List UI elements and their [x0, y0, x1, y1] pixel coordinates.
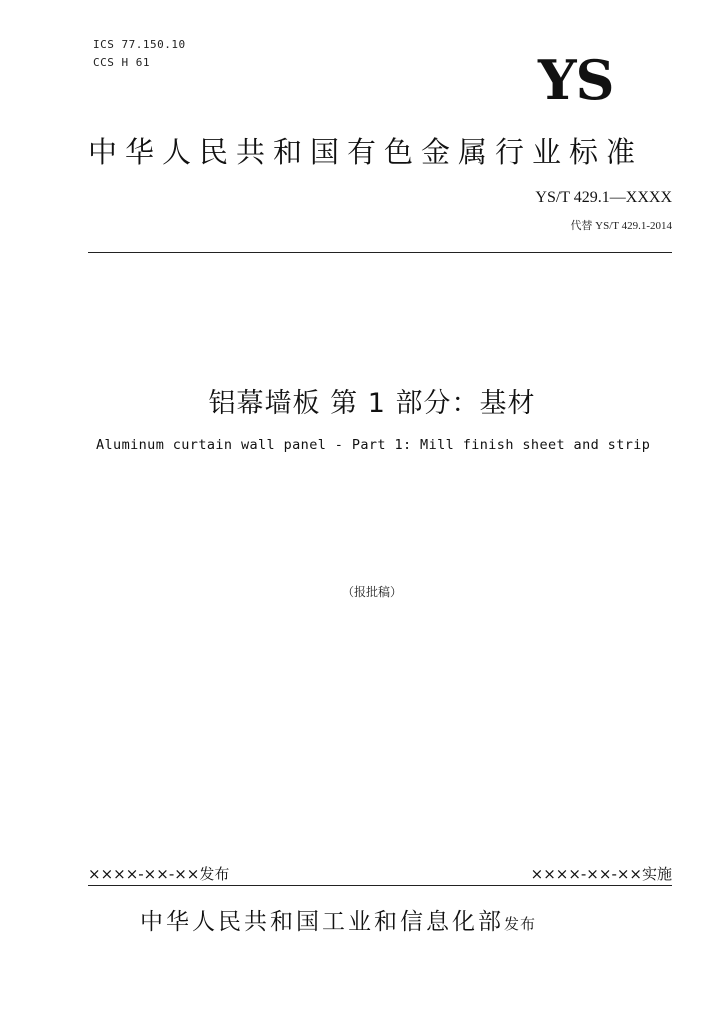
header-divider — [88, 252, 672, 253]
standard-number: YS/T 429.1—XXXX — [535, 189, 672, 206]
implementation-date: ××××-××-××实施 — [530, 865, 672, 883]
ccs-code: CCS H 61 — [93, 56, 150, 69]
issuer-suffix: 发布 — [504, 915, 537, 933]
supersedes-note: 代替 YS/T 429.1-2014 — [570, 220, 672, 232]
issuing-authority — [140, 905, 536, 941]
ics-code: ICS 77.150.10 — [93, 38, 186, 51]
document-title-english: Aluminum curtain wall panel - Part 1: Mill finish sheet and strip — [96, 437, 651, 453]
document-title-chinese: 铝幕墙板 第 1 部分：基材 — [208, 388, 536, 419]
footer-divider — [88, 885, 672, 886]
ys-logo: YS — [538, 48, 614, 112]
issuer-name: 中华人民共和国工业和信息化部 — [140, 909, 504, 935]
publish-date: ××××-××-××发布 — [88, 865, 230, 883]
draft-status-label: （报批稿） — [341, 585, 402, 599]
standard-category-title: 中华人民共和国有色金属行业标准 — [88, 135, 644, 169]
